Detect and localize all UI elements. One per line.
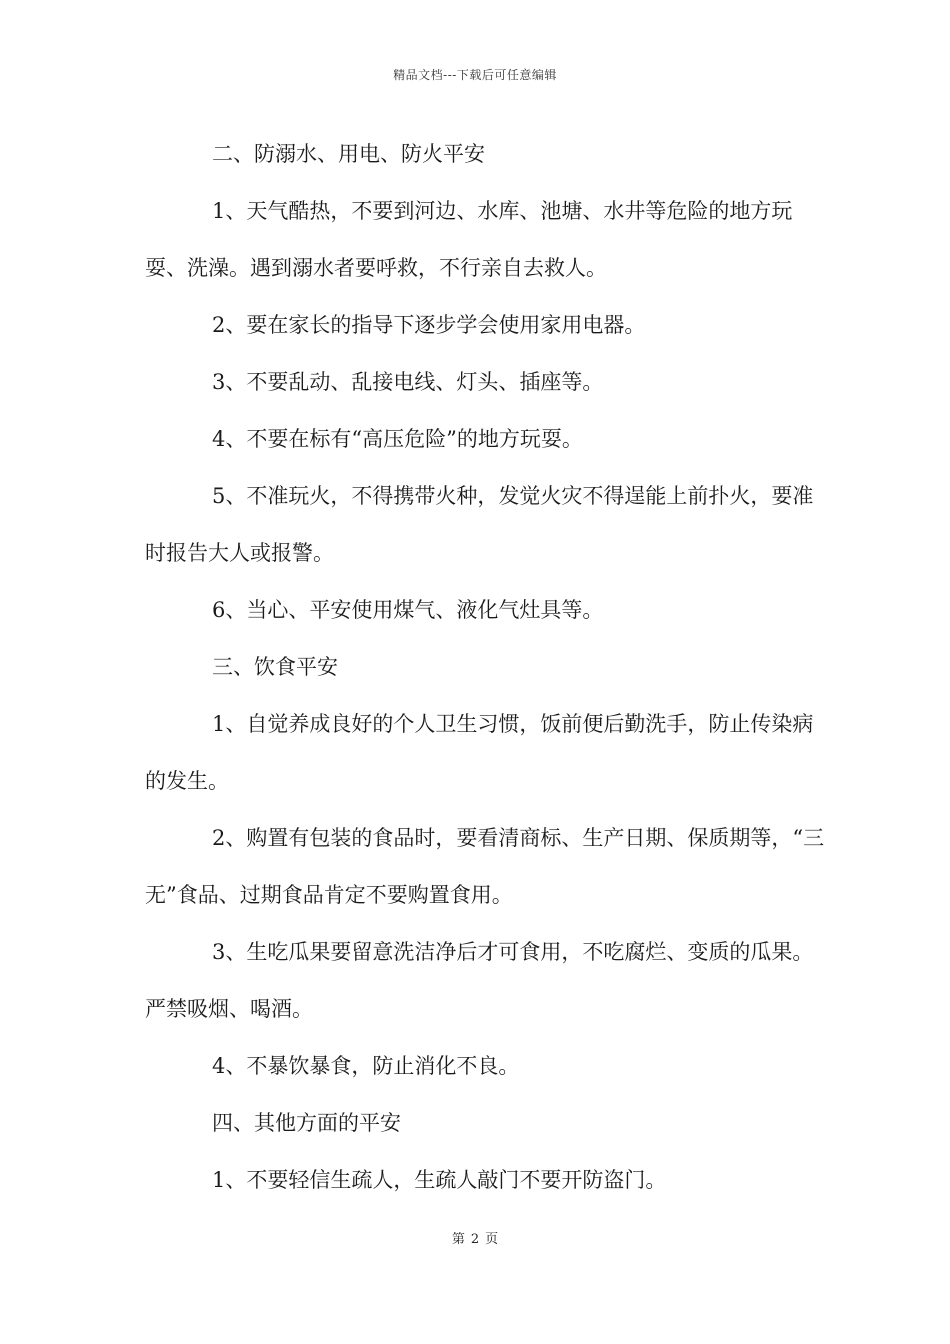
document-body bbox=[145, 126, 825, 1209]
page-prefix: 第 bbox=[451, 1232, 465, 1247]
section-heading-3: 三、饮食平安 bbox=[212, 655, 338, 679]
page-footer bbox=[0, 1228, 950, 1247]
page-header: 精品文档---下载后可任意编辑 bbox=[393, 68, 557, 82]
section-heading-4: 四、其他方面的平安 bbox=[212, 1111, 401, 1135]
paragraph: 2、购置有包装的食品时，要看清商标、生产日期、保质期等，“三无”食品、过期食品肯定不要购置食用。 bbox=[145, 826, 825, 907]
paragraph: 2、要在家长的指导下逐步学会使用家用电器。 bbox=[212, 313, 646, 337]
section-heading-2: 二、防溺水、用电、防火平安 bbox=[212, 142, 485, 166]
paragraph: 1、自觉养成良好的个人卫生习惯，饭前便后勤洗手，防止传染病的发生。 bbox=[145, 712, 814, 793]
paragraph: 4、不要在标有“高压危险”的地方玩耍。 bbox=[212, 427, 583, 451]
page-number: 2 bbox=[470, 1232, 480, 1247]
page-suffix: 页 bbox=[485, 1232, 499, 1247]
paragraph: 3、生吃瓜果要留意洗洁净后才可食用，不吃腐烂、变质的瓜果。严禁吸烟、喝酒。 bbox=[145, 940, 814, 1021]
paragraph: 6、当心、平安使用煤气、液化气灶具等。 bbox=[212, 598, 604, 622]
paragraph: 5、不准玩火，不得携带火种，发觉火灾不得逞能上前扑火，要准时报告大人或报警。 bbox=[145, 484, 814, 565]
paragraph: 3、不要乱动、乱接电线、灯头、插座等。 bbox=[212, 370, 604, 394]
paragraph: 1、天气酷热，不要到河边、水库、池塘、水井等危险的地方玩耍、洗澡。遇到溺水者要呼救，不行亲自去救人。 bbox=[145, 199, 793, 280]
paragraph: 4、不暴饮暴食，防止消化不良。 bbox=[212, 1054, 520, 1078]
paragraph: 1、不要轻信生疏人，生疏人敲门不要开防盗门。 bbox=[212, 1168, 667, 1192]
